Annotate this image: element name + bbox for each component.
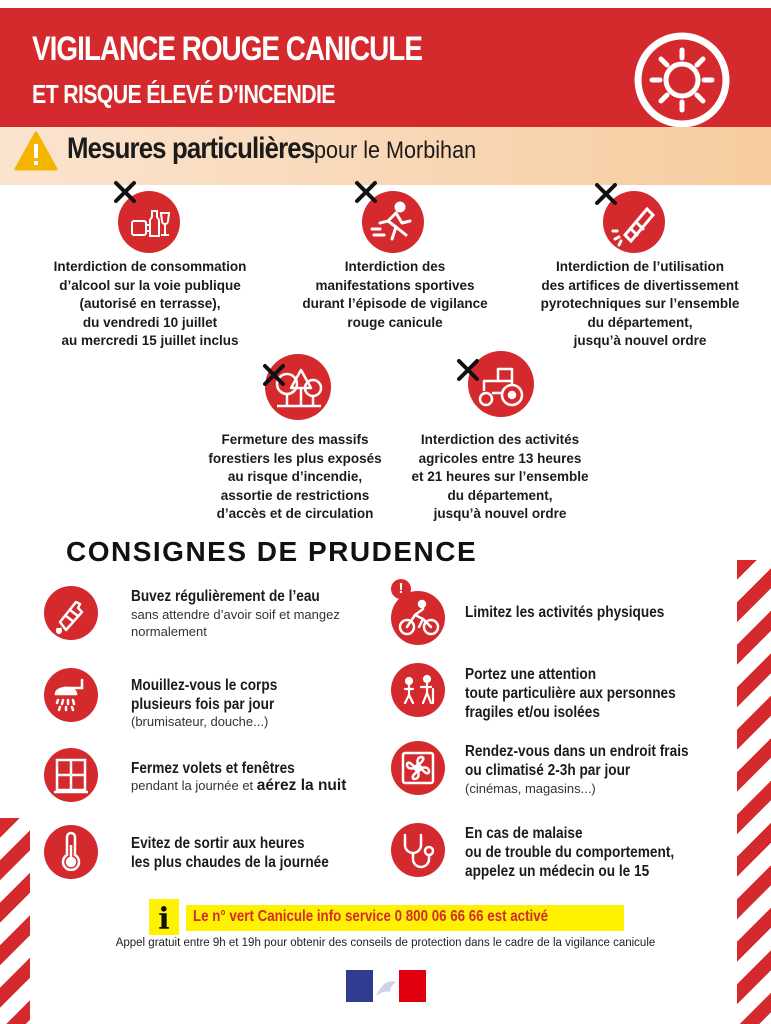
marianne-flag-icon [346, 970, 426, 1002]
consigne-malaise-title-3: appelez un médecin ou le 15 [465, 863, 650, 880]
sun-icon [632, 30, 732, 130]
section-title-consignes: CONSIGNES DE PRUDENCE [66, 536, 478, 567]
main-subtitle: ET RISQUE ÉLEVÉ D’INCENDIE [32, 79, 335, 109]
consigne-water-detail-1: sans attendre d’avoir soif et mangez [131, 607, 340, 622]
window-icon [44, 748, 98, 802]
stethoscope-icon [391, 823, 445, 877]
measure-text-sports: Interdiction des manifestations sportives durant l’épisode de vigilance rouge canicule [302, 259, 488, 330]
subtitle-bold: Mesures particulières [67, 132, 315, 165]
consigne-window-detail: pendant la journée et aérez la nuit [131, 777, 347, 794]
consigne-water-detail-2: normalement [131, 624, 207, 639]
consigne-fragile-title-1: Portez une attention [465, 666, 597, 683]
measure-text-alcohol: Interdiction de consommation d’alcool sur la voie publique (autorisé en terrasse), du vendredi 10 juillet au mercredi 15 juillet inclus [53, 259, 247, 348]
consigne-heat-title-2: les plus chaudes de la journée [131, 854, 329, 871]
consigne-fresh-title-2: ou climatisé 2-3h par jour [465, 762, 631, 779]
consigne-heat-title-1: Evitez de sortir aux heures [131, 835, 305, 852]
decorative-stripes-right [737, 560, 771, 1024]
info-footnote: Appel gratuit entre 9h et 19h pour obtenir des conseils de protection dans le cadre de la vigilance canicule [115, 937, 656, 949]
info-hotline-text: Le n° vert Canicule info service 0 800 06 66 66 est activé [193, 908, 549, 925]
consigne-fresh-detail: (cinémas, magasins...) [465, 781, 596, 796]
consigne-shower-title-1: Mouillez-vous le corps [131, 677, 278, 694]
consigne-fragile-title-2: toute particulière aux personnes [465, 685, 676, 702]
measure-text-forest: Fermeture des massifs forestiers les plus exposés au risque d’incendie, assortie de restrictions d’accès et de circulation [208, 432, 382, 521]
subtitle-regular: pour le Morbihan [314, 137, 477, 164]
prohibited-x-icon [261, 362, 287, 388]
consigne-fresh-title-1: Rendez-vous dans un endroit frais [465, 743, 689, 760]
water-bottle-icon [44, 586, 98, 640]
decorative-stripes-left [0, 818, 30, 1024]
fan-icon [391, 741, 445, 795]
elderly-person-icon [391, 663, 445, 717]
cyclist-icon [391, 591, 445, 645]
thermometer-icon [44, 825, 98, 879]
consigne-shower-title-2: plusieurs fois par jour [131, 696, 275, 713]
info-icon [149, 897, 179, 937]
prohibited-x-icon [593, 181, 619, 207]
consigne-water-title: Buvez régulièrement de l’eau [131, 588, 320, 605]
header-top-strip [0, 0, 771, 8]
alert-icon: ! [391, 579, 411, 599]
subtitle [67, 132, 477, 166]
consigne-fragile-title-3: fragiles et/ou isolées [465, 704, 600, 721]
prohibited-x-icon [455, 357, 481, 383]
consigne-shower-detail: (brumisateur, douche...) [131, 714, 269, 729]
measure-text-agriculture: Interdiction des activités agricoles entre 13 heures et 21 heures sur l’ensemble du département, jusqu’à nouvel ordre [411, 432, 589, 521]
svg-text:i: i [158, 902, 170, 937]
consigne-activity-title: Limitez les activités physiques [465, 604, 665, 621]
warning-triangle-icon [14, 129, 58, 173]
main-title: VIGILANCE ROUGE CANICULE [32, 30, 422, 68]
prohibited-x-icon [112, 179, 138, 205]
prohibited-x-icon [353, 179, 379, 205]
measure-text-fireworks: Interdiction de l’utilisation des artifices de divertissement pyrotechniques sur l’ensemble du département, jusqu’à nouvel ordre [540, 259, 740, 348]
consigne-malaise-title-1: En cas de malaise [465, 825, 583, 842]
consigne-window-title: Fermez volets et fenêtres [131, 760, 295, 777]
consigne-malaise-title-2: ou de trouble du comportement, [465, 844, 675, 861]
shower-icon [44, 668, 98, 722]
